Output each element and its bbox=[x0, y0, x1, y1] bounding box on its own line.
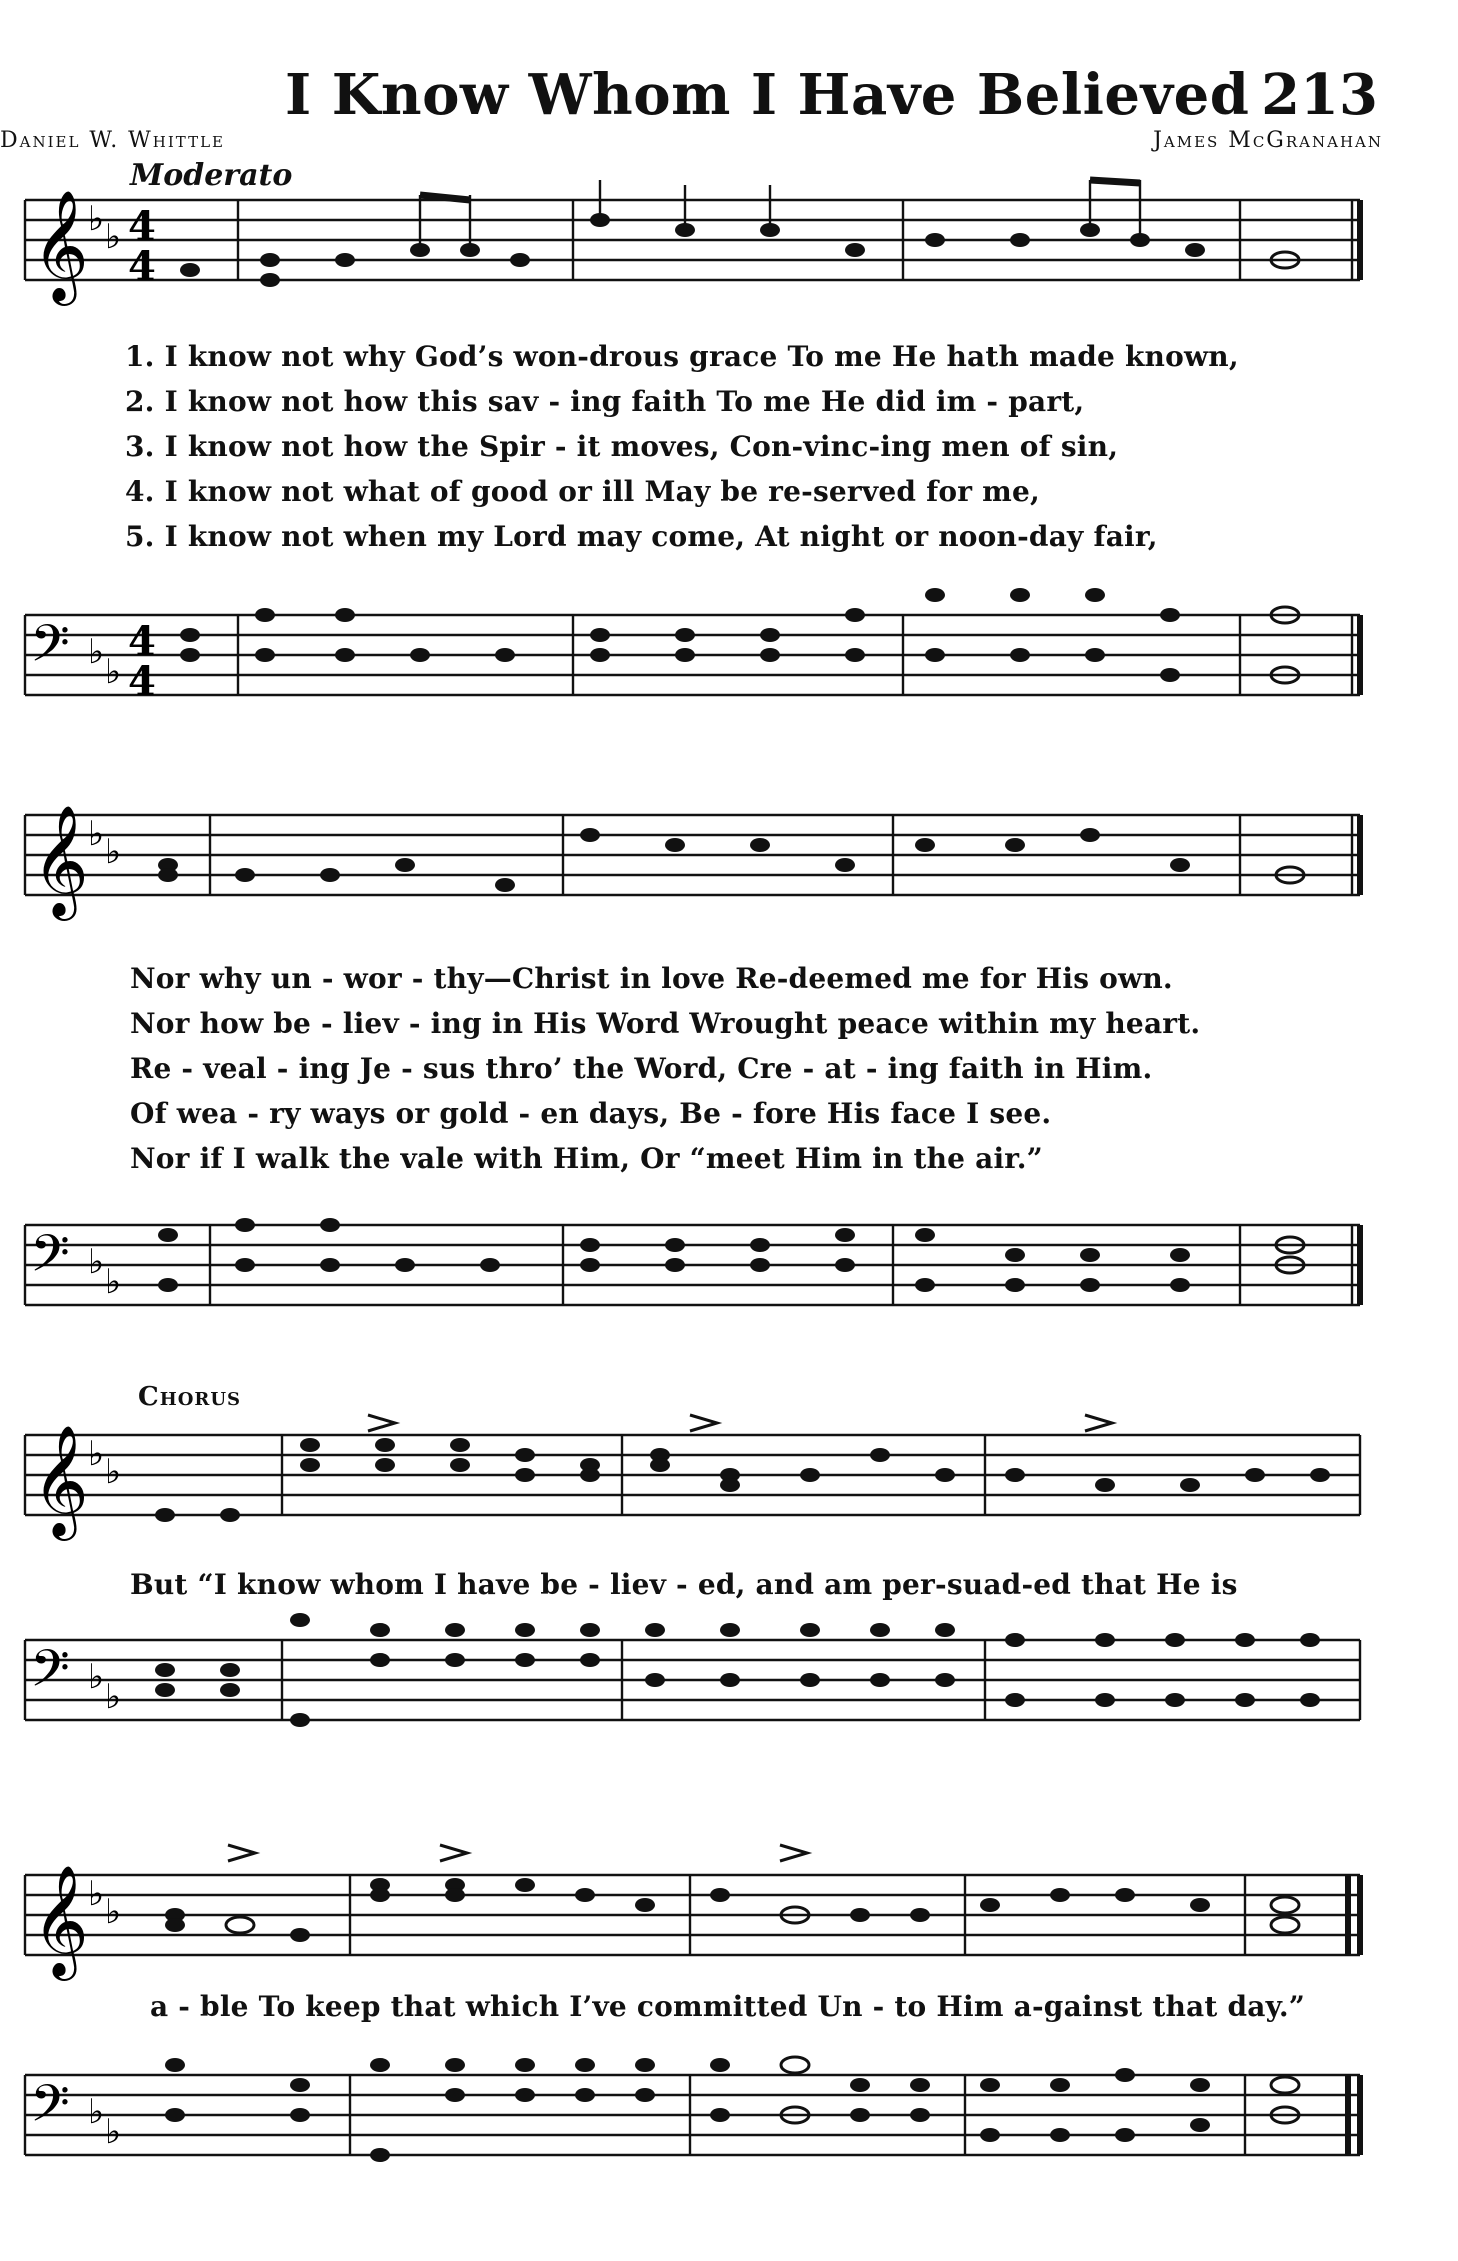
verse-5-line-2: Nor if I walk the vale with Him, Or “meet Him in the air.” bbox=[130, 1142, 1043, 1175]
composer-credit: James McGranahan bbox=[1153, 128, 1383, 153]
verse-5-line-1: 5. I know not when my Lord may come, At night or noon-day fair, bbox=[125, 520, 1158, 553]
svg-text:4: 4 bbox=[128, 618, 156, 665]
svg-text:♭: ♭ bbox=[88, 1434, 105, 1474]
verse-3-line-2: Re - veal - ing Je - sus thro’ the Word, Cre - at - ing faith in Him. bbox=[130, 1052, 1153, 1085]
svg-text:♭: ♭ bbox=[105, 652, 122, 692]
svg-text:4: 4 bbox=[128, 243, 156, 290]
svg-text:♭: ♭ bbox=[105, 832, 122, 872]
hymn-number: 213 bbox=[1261, 62, 1378, 128]
chorus-label: Chorus bbox=[138, 1382, 242, 1412]
svg-text:♭: ♭ bbox=[88, 1242, 105, 1282]
svg-text:𝄞: 𝄞 bbox=[32, 1864, 89, 1976]
chorus-line-2: a - ble To keep that which I’ve committed Un - to Him a-gainst that day.” bbox=[150, 1990, 1306, 2023]
verse-1-line-1: 1. I know not why God’s won-drous grace To me He hath made known, bbox=[125, 340, 1239, 373]
verse-1-line-2: Nor why un - wor - thy—Christ in love Re-deemed me for His own. bbox=[130, 962, 1173, 995]
svg-text:𝄢: 𝄢 bbox=[30, 1638, 70, 1711]
svg-text:𝄞: 𝄞 bbox=[32, 1424, 89, 1536]
svg-text:𝄞: 𝄞 bbox=[32, 189, 89, 301]
chorus-line-1: But “I know whom I have be - liev - ed, and am per-suad-ed that He is bbox=[130, 1568, 1238, 1601]
system-4-bass-staff bbox=[0, 2045, 1458, 2185]
svg-text:𝄢: 𝄢 bbox=[30, 613, 70, 686]
svg-text:♭: ♭ bbox=[88, 814, 105, 854]
system-2-bass-staff bbox=[0, 1195, 1458, 1335]
svg-text:♭: ♭ bbox=[105, 217, 122, 257]
system-1-bass-staff bbox=[0, 585, 1458, 725]
tempo-marking: Moderato bbox=[130, 158, 293, 193]
svg-text:♭: ♭ bbox=[105, 1677, 122, 1717]
system-3-treble-staff bbox=[0, 1415, 1458, 1545]
svg-text:4: 4 bbox=[128, 658, 156, 705]
svg-text:4: 4 bbox=[128, 203, 156, 250]
system-1-treble-staff bbox=[0, 180, 1458, 310]
verse-2-line-1: 2. I know not how this sav - ing faith To me He did im - part, bbox=[125, 385, 1085, 418]
verse-4-line-1: 4. I know not what of good or ill May be re-served for me, bbox=[125, 475, 1040, 508]
svg-text:♭: ♭ bbox=[88, 1657, 105, 1697]
svg-text:♭: ♭ bbox=[88, 2092, 105, 2132]
svg-text:♭: ♭ bbox=[88, 199, 105, 239]
hymn-title: I Know Whom I Have Believed bbox=[285, 62, 1250, 128]
system-2-treble-staff bbox=[0, 795, 1458, 925]
svg-text:♭: ♭ bbox=[105, 2112, 122, 2152]
svg-text:♭: ♭ bbox=[88, 1874, 105, 1914]
system-4-treble-staff bbox=[0, 1845, 1458, 1985]
lyricist-credit: Daniel W. Whittle bbox=[0, 128, 225, 153]
verse-3-line-1: 3. I know not how the Spir - it moves, Con-vinc-ing men of sin, bbox=[125, 430, 1119, 463]
svg-text:♭: ♭ bbox=[105, 1262, 122, 1302]
verse-2-line-2: Nor how be - liev - ing in His Word Wrought peace within my heart. bbox=[130, 1007, 1201, 1040]
system-3-bass-staff bbox=[0, 1610, 1458, 1750]
svg-text:𝄞: 𝄞 bbox=[32, 804, 89, 916]
svg-text:𝄢: 𝄢 bbox=[30, 1223, 70, 1296]
verse-4-line-2: Of wea - ry ways or gold - en days, Be - fore His face I see. bbox=[130, 1097, 1052, 1130]
svg-text:𝄢: 𝄢 bbox=[30, 2073, 70, 2146]
svg-text:♭: ♭ bbox=[88, 632, 105, 672]
svg-text:♭: ♭ bbox=[105, 1452, 122, 1492]
svg-text:♭: ♭ bbox=[105, 1892, 122, 1932]
